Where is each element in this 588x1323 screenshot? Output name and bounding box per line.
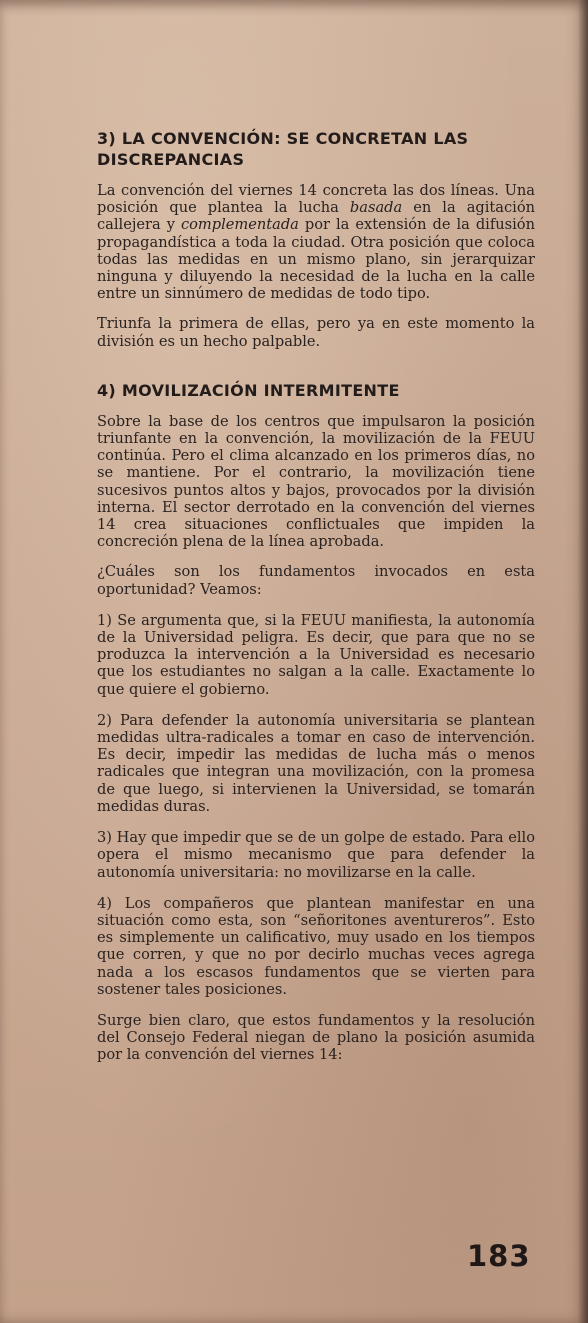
argument-item-3: 3) Hay que impedir que se de un golpe de estado. Para ello opera el mismo mecanismo que para defender la autonomía universitaria: no movilizarse en la calle. [97,829,535,881]
section-3-paragraph-2: Triunfa la primera de ellas, pero ya en este momento la división es un hecho palpable. [97,315,535,350]
section-4-paragraph-2: ¿Cuáles son los fundamentos invocados en esta oportunidad? Veamos: [97,563,535,598]
text-run: La convención del viernes 14 concreta las dos líneas. Una posición que plantea la lucha [97,182,535,217]
argument-item-2: 2) Para defender la autonomía universitaria se plantean medidas ultra-radicales a tomar en caso de intervención. Es decir, impedir las medidas de lucha más o menos radicales que integran una movilización, con la promesa de que luego, si intervienen la Universidad, se tomarán medidas duras. [97,711,535,815]
argument-item-1: 1) Se argumenta que, si la FEUU manifiesta, la autonomía de la Universidad peligra. Es decir, que para que no se produzca la intervención a la Universidad es necesario que los estudiantes no salgan a la calle. Exactamente lo que quiere el gobierno. [97,611,535,698]
page-number: 183 [467,1239,531,1273]
section-4-paragraph-1: Sobre la base de los centros que impulsaron la posición triunfante en la convención, la movilización de la FEUU continúa. Pero el clima alcanzado en los primeros días, no se mantiene. Por el contrario, la movilización tiene sucesivos puntos altos y bajos, provocados por la división interna. El sector derrotado en la convención del viernes 14 crea situaciones conflictuales que impiden la concreción plena de la línea aprobada. [97,412,535,551]
emphasis-basada: basada [349,199,403,217]
page-edge-shadow [578,0,588,1323]
argument-item-4: 4) Los compañeros que plantean manifestar en una situación como esta, son “señoritones aventureros”. Esto es simplemente un calificativo, muy usado en los tiempos que corren, y que no por decirlo muchas veces agrega nada a los escasos fundamentos que se vierten para sostener tales posiciones. [97,894,535,998]
section-3-heading: 3) LA CONVENCIÓN: SE CONCRETAN LAS DISCREPANCIAS [97,129,469,169]
section-3-paragraph-1 [97,182,535,302]
emphasis-complementada: complementada [180,216,299,234]
page-body [97,124,535,1064]
section-4-heading: 4) MOVILIZACIÓN INTERMITENTE [97,380,400,400]
text-run: por la extensión de la difusión propagandística a toda la ciudad. Otra posición que coloca todas las medidas en un mismo plano, sin jerarquizar ninguna y diluyendo la necesidad de la lucha en la calle entre un sinnúmero de medidas de todo tipo. [97,216,535,303]
section-4-paragraph-3: Surge bien claro, que estos fundamentos y la resolución del Consejo Federal niegan de plano la posición asumida por la convención del viernes 14: [97,1011,535,1064]
text-run: en la agitación callejera y [97,199,536,234]
